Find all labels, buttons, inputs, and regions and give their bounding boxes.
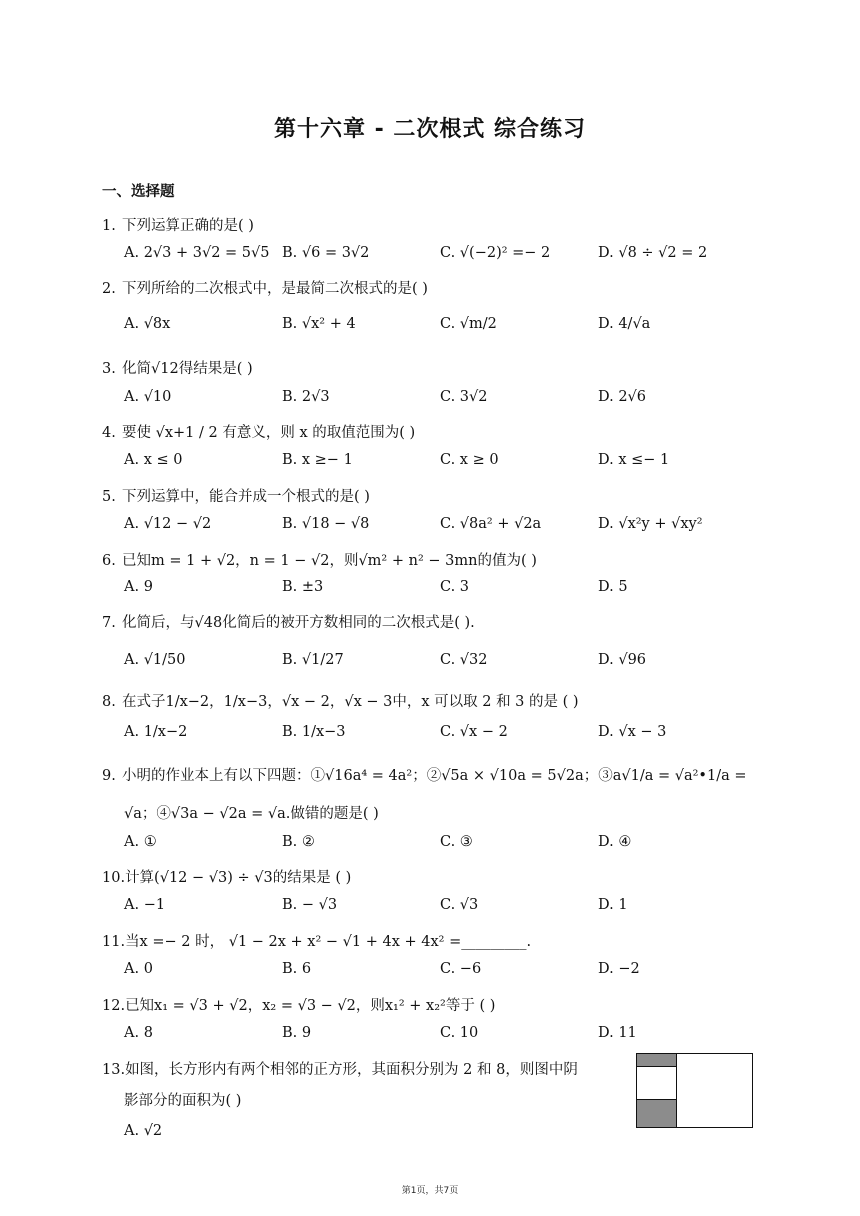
- question-text: 要使 √x+1 / 2 有意义，则 x 的取值范围为( ): [122, 425, 416, 441]
- question-text: 下列所给的二次根式中，是最简二次根式的是( ): [122, 281, 428, 297]
- option-a[interactable]: A. √10: [124, 389, 172, 405]
- option-b[interactable]: B. x ≥− 1: [282, 452, 353, 468]
- option-d[interactable]: D. 2√6: [598, 389, 647, 405]
- option-b[interactable]: B. √x² + 4: [282, 316, 356, 332]
- option-a[interactable]: A. √12 − √2: [124, 516, 212, 532]
- option-c[interactable]: C. −6: [440, 961, 482, 977]
- option-d[interactable]: D. ④: [598, 834, 632, 850]
- question-stem: [102, 549, 537, 570]
- question-text: 如图，长方形内有两个相邻的正方形，其面积分别为 2 和 8，则图中阴: [125, 1062, 578, 1078]
- option-d[interactable]: D. √8 ÷ √2 = 2: [598, 245, 708, 261]
- question-text: 在式子1/x−2，1/x−3，√x − 2，√x − 3中，x 可以取 2 和 3 的是 ( ): [122, 694, 579, 710]
- question-stem: [102, 994, 495, 1015]
- option-d[interactable]: D. 5: [598, 579, 628, 595]
- question-text: 小明的作业本上有以下四题：①√16a⁴ = 4a²；②√5a × √10a = 5√2a；③a√1/a = √a²•1/a =: [122, 768, 747, 784]
- question-text-continued: 影部分的面积为( ): [124, 1093, 242, 1109]
- question-stem: [102, 866, 351, 887]
- option-a[interactable]: A. 9: [124, 579, 153, 595]
- option-b[interactable]: B. 9: [282, 1025, 312, 1041]
- option-c[interactable]: C. x ≥ 0: [440, 452, 499, 468]
- question-number: 1.: [102, 218, 116, 234]
- option-d[interactable]: D. 11: [598, 1025, 637, 1041]
- option-c[interactable]: C. √8a² + √2a: [440, 516, 542, 532]
- option-a[interactable]: A. 1/x−2: [124, 724, 188, 740]
- shaded-region-top: [637, 1054, 677, 1067]
- option-b[interactable]: B. √18 − √8: [282, 516, 370, 532]
- question-number: 4.: [102, 425, 116, 441]
- question-text: 当x =− 2 时， √1 − 2x + x² − √1 + 4x + 4x² =_________.: [125, 934, 532, 950]
- question-text: 化简后，与√48化简后的被开方数相同的二次根式是( ).: [122, 615, 475, 631]
- question-text: 化简√12得结果是( ): [122, 361, 253, 377]
- question-stem: [102, 277, 428, 298]
- option-b[interactable]: B. 2√3: [282, 389, 330, 405]
- option-d[interactable]: D. √x − 3: [598, 724, 667, 740]
- option-b[interactable]: B. − √3: [282, 897, 338, 913]
- option-c[interactable]: C. 3: [440, 579, 470, 595]
- option-c[interactable]: C. √(−2)² =− 2: [440, 245, 551, 261]
- option-c[interactable]: C. 3√2: [440, 389, 488, 405]
- option-d[interactable]: D. x ≤− 1: [598, 452, 670, 468]
- question-stem: [102, 485, 370, 506]
- option-c[interactable]: C. √3: [440, 897, 479, 913]
- question-text: 下列运算正确的是( ): [122, 218, 254, 234]
- question-text: 计算(√12 − √3) ÷ √3的结果是 ( ): [125, 870, 352, 886]
- question-number: 5.: [102, 489, 116, 505]
- option-a[interactable]: A. √2: [124, 1123, 163, 1139]
- question-number: 9.: [102, 768, 116, 784]
- option-c[interactable]: C. √32: [440, 652, 488, 668]
- rectangle-squares-figure: [636, 1053, 753, 1128]
- option-c[interactable]: C. √x − 2: [440, 724, 508, 740]
- page-footer: 第1页，共7页: [401, 1186, 459, 1196]
- option-b[interactable]: B. ±3: [282, 579, 324, 595]
- question-number: 11.: [102, 934, 126, 950]
- option-a[interactable]: A. 0: [124, 961, 153, 977]
- option-c[interactable]: C. √m/2: [440, 316, 497, 332]
- option-a[interactable]: A. x ≤ 0: [124, 452, 183, 468]
- question-text-continued: √a；④√3a − √2a = √a.做错的题是( ): [124, 806, 379, 822]
- page-title: 第十六章 - 二次根式 综合练习: [273, 117, 587, 142]
- option-d[interactable]: D. 1: [598, 897, 628, 913]
- shaded-region-bottom: [637, 1100, 677, 1128]
- option-a[interactable]: A. √1/50: [124, 652, 186, 668]
- question-text: 已知m = 1 + √2，n = 1 − √2，则√m² + n² − 3mn的值为( ): [122, 553, 537, 569]
- question-number: 13.: [102, 1062, 126, 1078]
- question-number: 8.: [102, 694, 116, 710]
- option-a[interactable]: A. 2√3 + 3√2 = 5√5: [124, 245, 270, 261]
- option-b[interactable]: B. √6 = 3√2: [282, 245, 370, 261]
- option-d[interactable]: D. √x²y + √xy²: [598, 516, 703, 532]
- question-stem: [102, 764, 746, 785]
- option-d[interactable]: D. −2: [598, 961, 640, 977]
- question-stem: [102, 690, 579, 711]
- option-b[interactable]: B. 6: [282, 961, 312, 977]
- question-number: 12.: [102, 998, 126, 1014]
- question-number: 2.: [102, 281, 116, 297]
- question-number: 7.: [102, 615, 116, 631]
- question-text: 下列运算中，能合并成一个根式的是( ): [122, 489, 370, 505]
- section-heading: 一、选择题: [102, 184, 175, 200]
- question-stem: [102, 421, 415, 442]
- option-b[interactable]: B. √1/27: [282, 652, 344, 668]
- question-stem: [102, 214, 254, 235]
- option-d[interactable]: D. 4/√a: [598, 316, 651, 332]
- option-a[interactable]: A. −1: [124, 897, 166, 913]
- option-d[interactable]: D. √96: [598, 652, 647, 668]
- option-a[interactable]: A. √8x: [124, 316, 171, 332]
- option-a[interactable]: A. 8: [124, 1025, 153, 1041]
- question-stem: [102, 611, 475, 632]
- question-stem: [102, 930, 531, 951]
- question-number: 3.: [102, 361, 116, 377]
- question-number: 10.: [102, 870, 126, 886]
- option-c[interactable]: C. ③: [440, 834, 473, 850]
- option-b[interactable]: B. ②: [282, 834, 315, 850]
- option-a[interactable]: A. ①: [124, 834, 157, 850]
- question-stem: [102, 357, 253, 378]
- option-c[interactable]: C. 10: [440, 1025, 479, 1041]
- question-text: 已知x₁ = √3 + √2，x₂ = √3 − √2，则x₁² + x₂²等于 ( ): [125, 998, 496, 1014]
- question-number: 6.: [102, 553, 116, 569]
- option-b[interactable]: B. 1/x−3: [282, 724, 346, 740]
- question-stem: [102, 1058, 578, 1079]
